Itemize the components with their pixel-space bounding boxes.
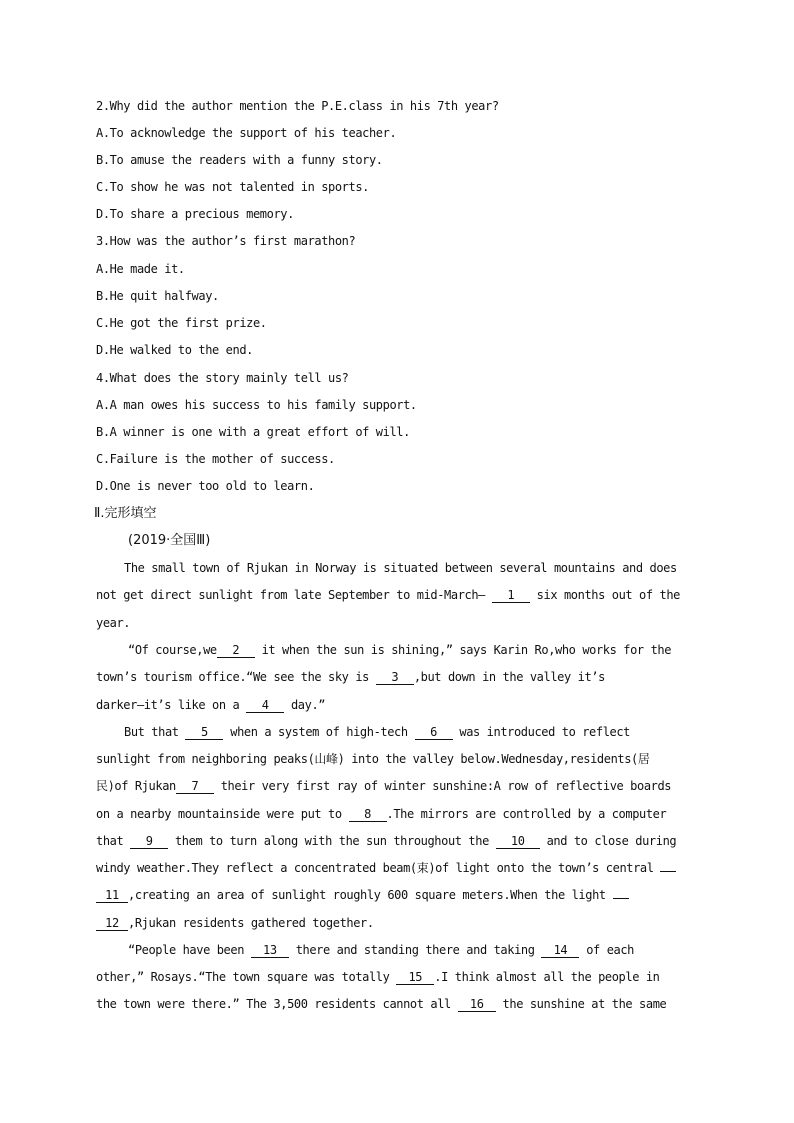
passage-text: darker—it’s like on a	[96, 698, 240, 712]
passage-text: not get direct sunlight from late September to mid-March—	[96, 588, 486, 602]
passage-line	[96, 669, 605, 685]
blank-1: 1	[492, 588, 530, 603]
passage-text: “People have been	[128, 943, 245, 957]
passage-line: The small town of Rjukan in Norway is situated between several mountains and does	[124, 561, 677, 575]
blank-16: 16	[458, 997, 496, 1012]
passage-text: the sunshine at the same	[502, 997, 667, 1011]
passage-line	[96, 996, 666, 1012]
passage-text: them to turn along with the sun throughout the	[174, 834, 489, 848]
passage-text: of each	[586, 943, 634, 957]
passage-text: .The mirrors are controlled by a computer	[386, 807, 667, 821]
passage-line	[124, 724, 630, 740]
question-3-stem: 3.How was the author’s first marathon?	[96, 234, 356, 248]
question-3-option-c: C.He got the first prize.	[96, 316, 267, 330]
question-4-option-a: A.A man owes his success to his family support.	[96, 398, 417, 412]
section-source: (2019·全国Ⅲ)	[128, 533, 211, 548]
passage-text: ,but down in the valley it’s	[413, 670, 605, 684]
passage-text: other,” Rosays.“The town square was totally	[96, 970, 390, 984]
section-heading: Ⅱ.完形填空	[94, 506, 157, 521]
passage-text: .I think almost all the people in	[434, 970, 660, 984]
blank-underline	[660, 871, 676, 872]
passage-text: the town were there.” The 3,500 residents cannot all	[96, 997, 451, 1011]
blank-underline	[613, 898, 629, 899]
passage-line	[96, 587, 680, 603]
passage-text: their very first ray of winter sunshine:A row of reflective boards	[220, 779, 672, 793]
blank-4: 4	[246, 698, 284, 713]
passage-line: sunlight from neighboring peaks(山峰) into the valley below.Wednesday,residents(居	[96, 752, 650, 766]
passage-text: six months out of the	[536, 588, 680, 602]
blank-15: 15	[396, 970, 434, 985]
passage-text: it when the sun is shining,” says Karin Ro,who works for the	[261, 643, 672, 657]
passage-text: day.”	[290, 698, 326, 712]
blank-6: 6	[415, 725, 453, 740]
question-4-option-b: B.A winner is one with a great effort of will.	[96, 425, 410, 439]
passage-text: windy weather.They reflect a concentrated beam(束)of light onto the town’s central	[96, 861, 654, 875]
passage-line	[96, 887, 629, 903]
passage-text: when a system of high-tech	[230, 725, 408, 739]
passage-line	[96, 806, 666, 822]
blank-14: 14	[541, 943, 579, 958]
blank-10: 10	[496, 834, 540, 849]
question-4-stem: 4.What does the story mainly tell us?	[96, 371, 349, 385]
question-3-option-b: B.He quit halfway.	[96, 289, 219, 303]
passage-line	[96, 860, 676, 876]
blank-5: 5	[185, 725, 223, 740]
blank-12: 12	[96, 916, 128, 931]
passage-line	[128, 642, 671, 658]
passage-text: ,creating an area of sunlight roughly 600 square meters.When the light	[128, 888, 606, 902]
passage-line	[96, 915, 374, 931]
question-2-option-a: A.To acknowledge the support of his teacher.	[96, 126, 397, 140]
question-2-option-c: C.To show he was not talented in sports.	[96, 180, 369, 194]
blank-11: 11	[96, 888, 128, 903]
blank-2: 2	[217, 643, 255, 658]
blank-13: 13	[251, 943, 289, 958]
passage-text: there and standing there and taking	[295, 943, 535, 957]
passage-line	[96, 697, 325, 713]
blank-8: 8	[349, 807, 387, 822]
blank-9: 9	[130, 834, 168, 849]
passage-text: 民)of Rjukan	[96, 779, 176, 793]
passage-line	[96, 778, 671, 794]
passage-text: ,Rjukan residents gathered together.	[128, 916, 374, 930]
passage-text: But that	[124, 725, 179, 739]
question-2-option-d: D.To share a precious memory.	[96, 207, 294, 221]
passage-text: and to close during	[546, 834, 677, 848]
passage-text: was introduced to reflect	[459, 725, 630, 739]
passage-text: town’s tourism office.“We see the sky is	[96, 670, 369, 684]
blank-7: 7	[176, 779, 214, 794]
passage-line: year.	[96, 616, 131, 630]
passage-text: that	[96, 834, 124, 848]
question-4-option-d: D.One is never too old to learn.	[96, 479, 315, 493]
passage-text: “Of course,we	[128, 643, 217, 657]
passage-line	[96, 969, 660, 985]
question-2-stem: 2.Why did the author mention the P.E.class in his 7th year?	[96, 99, 499, 113]
passage-line	[128, 942, 634, 958]
blank-3: 3	[376, 670, 414, 685]
question-2-option-b: B.To amuse the readers with a funny story.	[96, 153, 383, 167]
question-4-option-c: C.Failure is the mother of success.	[96, 452, 335, 466]
question-3-option-d: D.He walked to the end.	[96, 343, 253, 357]
question-3-option-a: A.He made it.	[96, 262, 185, 276]
passage-line	[96, 833, 676, 849]
passage-text: on a nearby mountainside were put to	[96, 807, 342, 821]
